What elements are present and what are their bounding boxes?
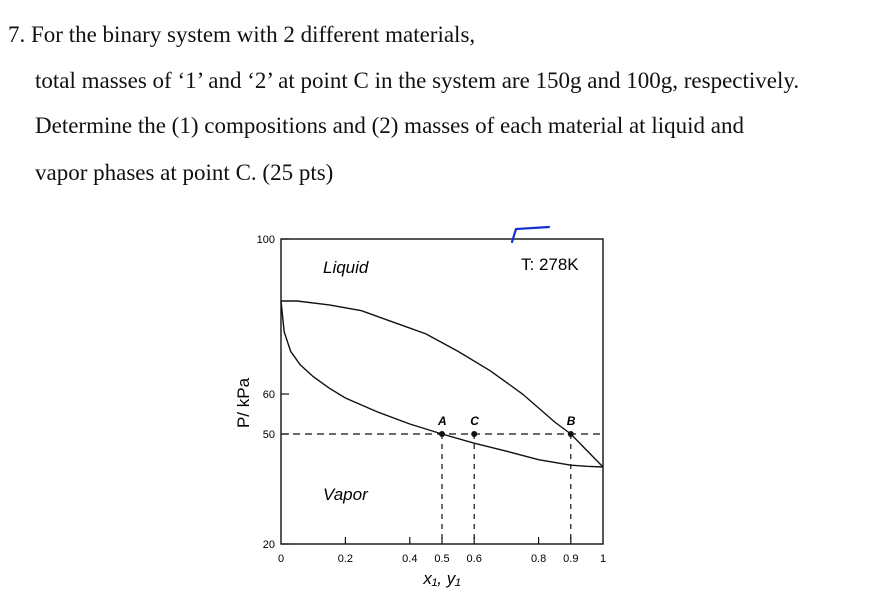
point-label-b: B bbox=[566, 414, 576, 428]
y-tick-label: 60 bbox=[262, 389, 275, 401]
y-tick-label: 20 bbox=[262, 539, 275, 551]
point-a bbox=[439, 431, 445, 437]
x-tick-label: 0.8 bbox=[530, 553, 547, 565]
x-tick-label: 0.2 bbox=[337, 553, 354, 565]
point-label-a: A bbox=[438, 414, 447, 428]
question-line-4: vapor phases at point C. (25 pts) bbox=[35, 160, 334, 185]
series-line-1 bbox=[281, 301, 603, 467]
x-axis-label: x₁, y₁ bbox=[423, 569, 461, 588]
temperature-label: T: 278K bbox=[521, 255, 579, 274]
question-line-2: total masses of ‘1’ and ‘2’ at point C in the system are 150g and 100g, respectively. bbox=[35, 68, 800, 93]
x-tick-label: 0.9 bbox=[563, 553, 579, 565]
x-tick-label: 0.5 bbox=[434, 553, 450, 565]
x-tick-label: 0 bbox=[277, 553, 285, 565]
question-line-3: Determine the (1) compositions and (2) masses of each material at liquid and bbox=[35, 113, 744, 138]
y-tick-label: 100 bbox=[256, 234, 275, 246]
x-tick-label: 0.6 bbox=[466, 553, 482, 565]
point-b bbox=[568, 431, 574, 437]
x-tick-label: 0.4 bbox=[402, 553, 418, 565]
point-label-c: C bbox=[470, 414, 479, 428]
liquid-region-label: Liquid bbox=[323, 258, 369, 277]
plot-layer bbox=[257, 234, 606, 565]
pen-mark-icon bbox=[512, 227, 549, 242]
question-line-1: 7. For the binary system with 2 different materials, bbox=[8, 22, 476, 47]
y-axis-label: P/ kPa bbox=[234, 377, 253, 429]
point-c bbox=[471, 431, 477, 437]
y-tick-label: 50 bbox=[262, 429, 275, 441]
x-tick-label: 1 bbox=[599, 553, 607, 565]
vapor-region-label: Vapor bbox=[323, 485, 368, 504]
series-line-2 bbox=[281, 301, 603, 467]
